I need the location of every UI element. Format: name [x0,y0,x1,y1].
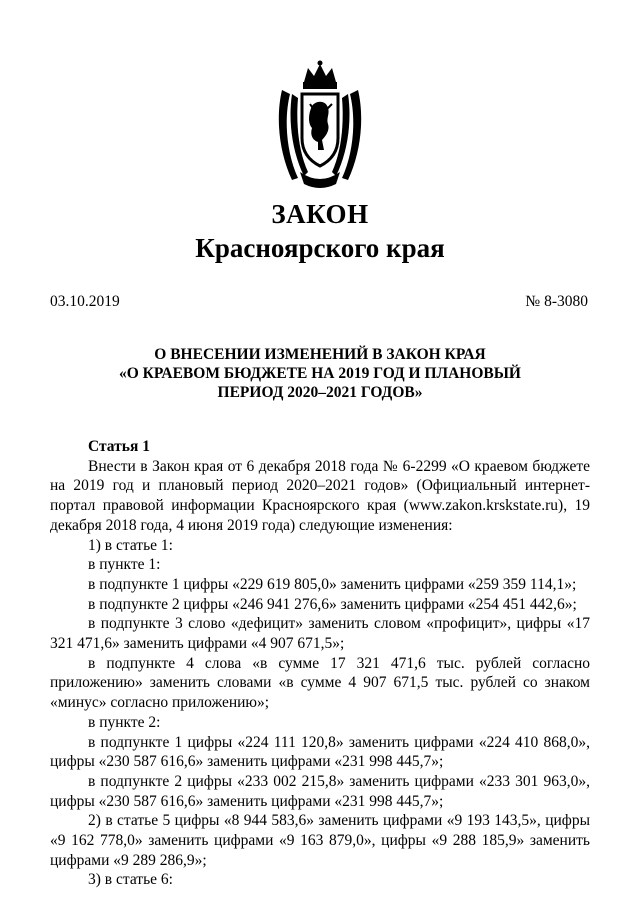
article-title: Статья 1 [88,438,150,455]
paragraph: в пункте 1: [88,556,161,574]
law-title: ЗАКОН [271,199,369,229]
coat-of-arms-emblem [274,60,366,192]
paragraph: в подпункте 3 слово «дефицит» заменить словом «профицит», цифры «17 321 471,6» заменить цифрами «4 907 671,5»; [50,615,590,653]
paragraph: 1) в статье 1: [88,536,173,554]
paragraph: в подпункте 2 цифры «246 941 276,6» заменить цифрами «254 451 442,6»; [88,595,577,613]
paragraph: в подпункте 1 цифры «224 111 120,8» заменить цифрами «224 410 868,0», цифры «230 587 616,6» заменить цифрами «231 998 445,7»; [50,733,590,771]
heading-line: О ВНЕСЕНИИ ИЗМЕНЕНИЙ В ЗАКОН КРАЯ [154,346,486,363]
law-region: Красноярского края [195,233,445,263]
paragraph: в подпункте 4 слова «в сумме 17 321 471,6 тыс. рублей согласно приложению» заменить словами «в сумме 4 907 671,5 тыс. рублей со знаком «минус» согласно приложению»; [50,654,590,712]
heading-line: «О КРАЕВОМ БЮДЖЕТЕ НА 2019 ГОД И ПЛАНОВЫЙ [118,365,521,382]
heading-line: ПЕРИОД 2020–2021 ГОДОВ» [217,384,423,401]
paragraph: Внести в Закон края от 6 декабря 2018 года № 6-2299 «О краевом бюджете на 2019 год и плановый период 2020–2021 годов» (Официальный интернет-портал правовой информации Красноярского края (www.zakon.krskstate.ru), 19 декабря 2018 года, 4 июня 2019 года) следующие изменения: [50,457,590,534]
law-body [50,437,590,890]
paragraph: в подпункте 1 цифры «229 619 805,0» заменить цифрами «259 359 114,1»; [88,575,577,593]
paragraph: в подпункте 2 цифры «233 002 215,8» заменить цифрами «233 301 963,0», цифры «230 587 616,6» заменить цифрами «231 998 445,7»; [50,772,590,810]
law-heading [60,345,580,402]
law-number: № 8-3080 [525,293,588,310]
paragraph: в пункте 2: [88,713,161,731]
law-date: 03.10.2019 [50,293,120,310]
paragraph: 2) в статье 5 цифры «8 944 583,6» заменить цифрами «9 193 143,5», цифры «9 162 778,0» заменить цифрами «9 163 879,0», цифры «9 288 185,9» заменить цифрами «9 289 286,9»; [50,812,590,869]
paragraph: 3) в статье 6: [88,871,173,889]
